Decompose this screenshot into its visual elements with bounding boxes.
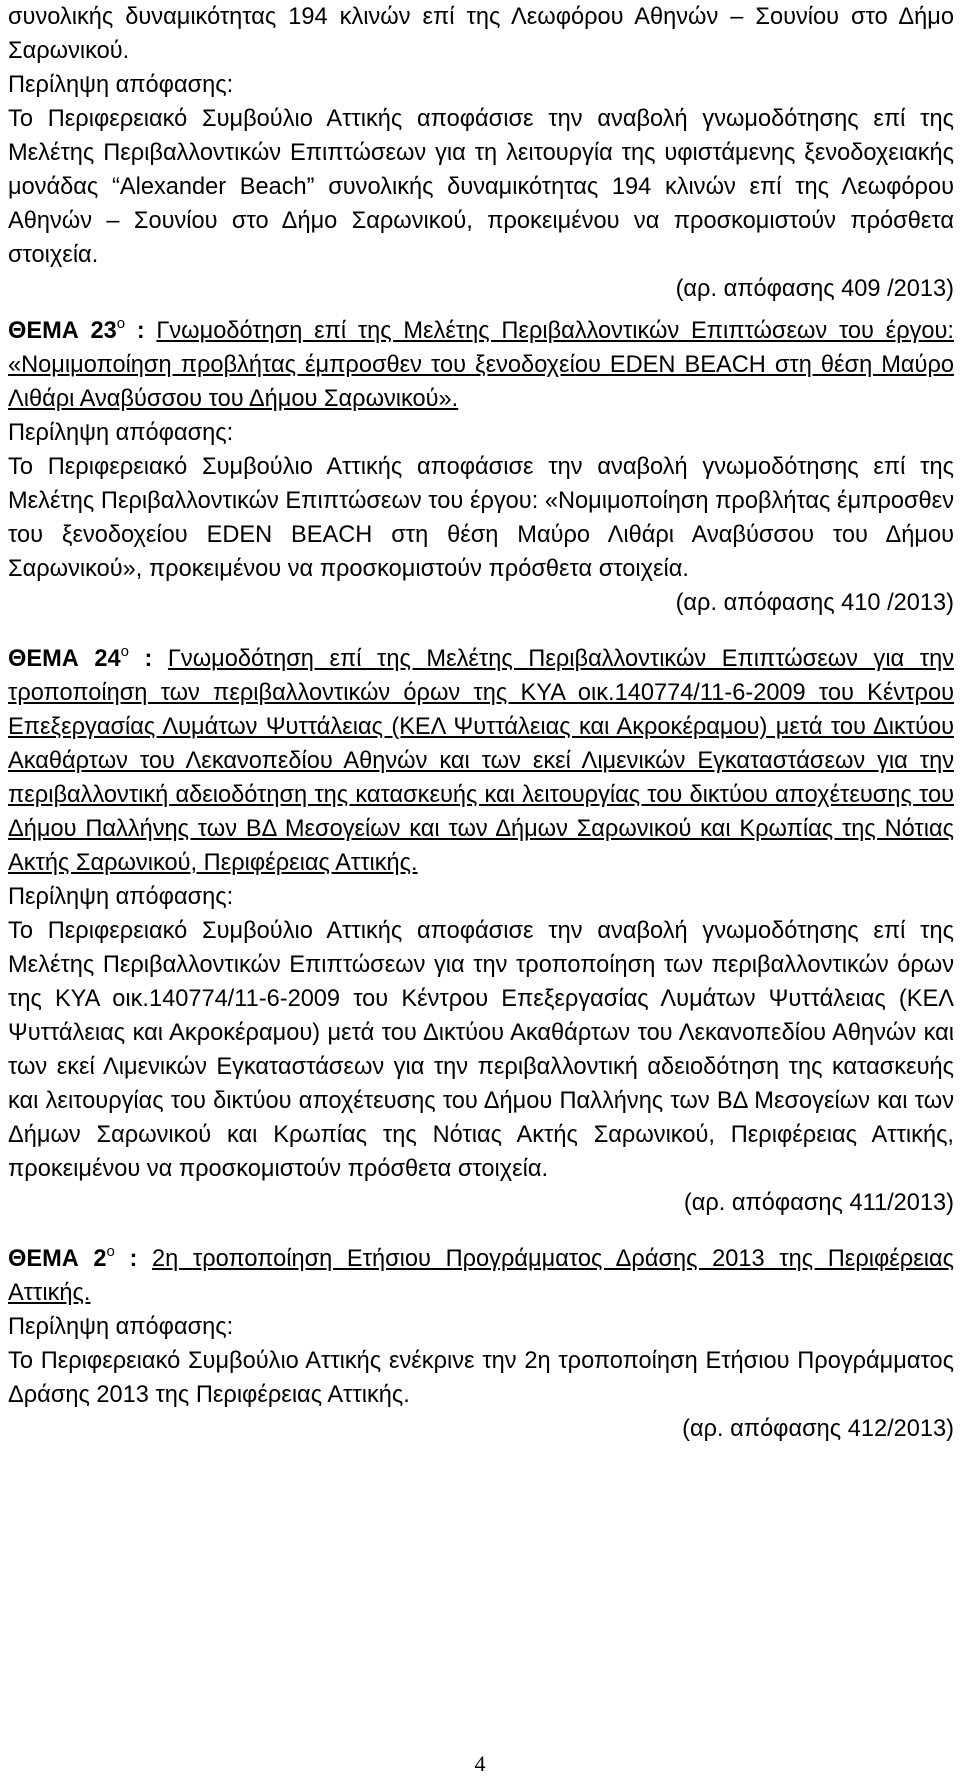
item-title: Γνωμοδότηση επί της Μελέτης Περιβαλλοντικών Επιπτώσεων του έργου: «Νομιμοποίηση προβλήτας έμπροσθεν του ξενοδοχείου EDEN BEACH στη θέση Μαύρο Λιθάρι Αναβύσσου του Δήμου Σαρωνικού». [8,318,954,412]
agenda-item [8,314,954,620]
item-title: Γνωμοδότηση επί της Μελέτης Περιβαλλοντικών Επιπτώσεων για την τροποποίηση των περιβαλλοντικών όρων της ΚΥΑ οικ.140774/11-6-2009 του Κέντρου Επεξεργασίας Λυμάτων Ψυττάλειας (ΚΕΛ Ψυττάλειας και Ακροκέραμου) μετά του Δικτύου Ακαθάρτων του Λεκανοπεδίου Αθηνών και των εκεί Λιμενικών Εγκαταστάσεων για την περιβαλλοντική αδειοδότηση της κατασκευής και λειτουργίας του δικτύου αποχέτευσης του Δήμου Παλλήνης των ΒΔ Μεσογείων και των Δήμων Σαρωνικού και Κρωπίας της Νότιας Ακτής Σαρωνικού, Περιφέρειας Αττικής. [8,646,954,876]
agenda-item [8,642,954,1220]
summary-label: Περίληψη απόφασης: [8,72,234,98]
decision-ref: (αρ. απόφασης 412/2013) [682,1416,954,1442]
item-label: ΘΕΜΑ $24^o$ : [8,643,168,672]
summary-text: Το Περιφερειακό Συμβούλιο Αττικής αποφάσισε την αναβολή γνωμοδότησης επί της Μελέτης Περιβαλλοντικών Επιπτώσεων για την τροποποίηση των περιβαλλοντικών όρων της ΚΥΑ οικ.140774/11-6-2009 του Κέντρου Επεξεργασίας Λυμάτων Ψυττάλειας (ΚΕΛ Ψυττάλειας και Ακροκέραμου) μετά του Δικτύου Ακαθάρτων του Λεκανοπεδίου Αθηνών και των εκεί Λιμενικών Εγκαταστάσεων για την περιβαλλοντική αδειοδότηση της κατασκευής και λειτουργίας του δικτύου αποχέτευσης του Δήμου Παλλήνης των ΒΔ Μεσογείων και των Δήμων Σαρωνικού και Κρωπίας της Νότιας Ακτής Σαρωνικού, Περιφέρειας Αττικής, προκειμένου να προσκομιστούν πρόσθετα στοιχεία. [8,918,954,1182]
item-title: 2η τροποποίηση Ετήσιου Προγράμματος Δράσης 2013 της Περιφέρειας Αττικής. [8,1246,954,1306]
decision-ref: (αρ. απόφασης 409 /2013) [675,276,954,302]
summary-label: Περίληψη απόφασης: [8,884,234,910]
summary-text: Το Περιφερειακό Συμβούλιο Αττικής ενέκρινε την 2η τροποποίηση Ετήσιου Προγράμματος Δράσης 2013 της Περιφέρειας Αττικής. [8,1348,954,1408]
item-heading [8,314,954,416]
summary-label: Περίληψη απόφασης: [8,420,234,446]
document-page [8,0,954,1446]
decision-ref: (αρ. απόφασης 411/2013) [683,1190,954,1216]
item-heading [8,1242,954,1310]
intro-text: συνολικής δυναμικότητας 194 κλινών επί της Λεωφόρου Αθηνών – Σουνίου στο Δήμο Σαρωνικού. [8,4,954,64]
item-label: ΘΕΜΑ $2^o$ : [8,1243,153,1272]
agenda-item [8,1242,954,1446]
summary-text: Το Περιφερειακό Συμβούλιο Αττικής αποφάσισε την αναβολή γνωμοδότησης επί της Μελέτης Περιβαλλοντικών Επιπτώσεων για τη λειτουργία της υφιστάμενης ξενοδοχειακής μονάδας “Alexander Beach” συνολικής δυναμικότητας 194 κλινών επί της Λεωφόρου Αθηνών – Σουνίου στο Δήμο Σαρωνικού, προκειμένου να προσκομιστούν πρόσθετα στοιχεία. [8,106,954,268]
decision-ref: (αρ. απόφασης 410 /2013) [675,590,954,616]
item-heading [8,642,954,880]
summary-label: Περίληψη απόφασης: [8,1314,234,1340]
item-label: ΘΕΜΑ $23^o$ : [8,315,157,344]
summary-text: Το Περιφερειακό Συμβούλιο Αττικής αποφάσισε την αναβολή γνωμοδότησης επί της Μελέτης Περιβαλλοντικών Επιπτώσεων του έργου: «Νομιμοποίηση προβλήτας έμπροσθεν του ξενοδοχείου EDEN BEACH στη θέση Μαύρο Λιθάρι Αναβύσσου του Δήμου Σαρωνικού», προκειμένου να προσκομιστούν πρόσθετα στοιχεία. [8,454,954,582]
page-number: 4 [474,1751,486,1776]
